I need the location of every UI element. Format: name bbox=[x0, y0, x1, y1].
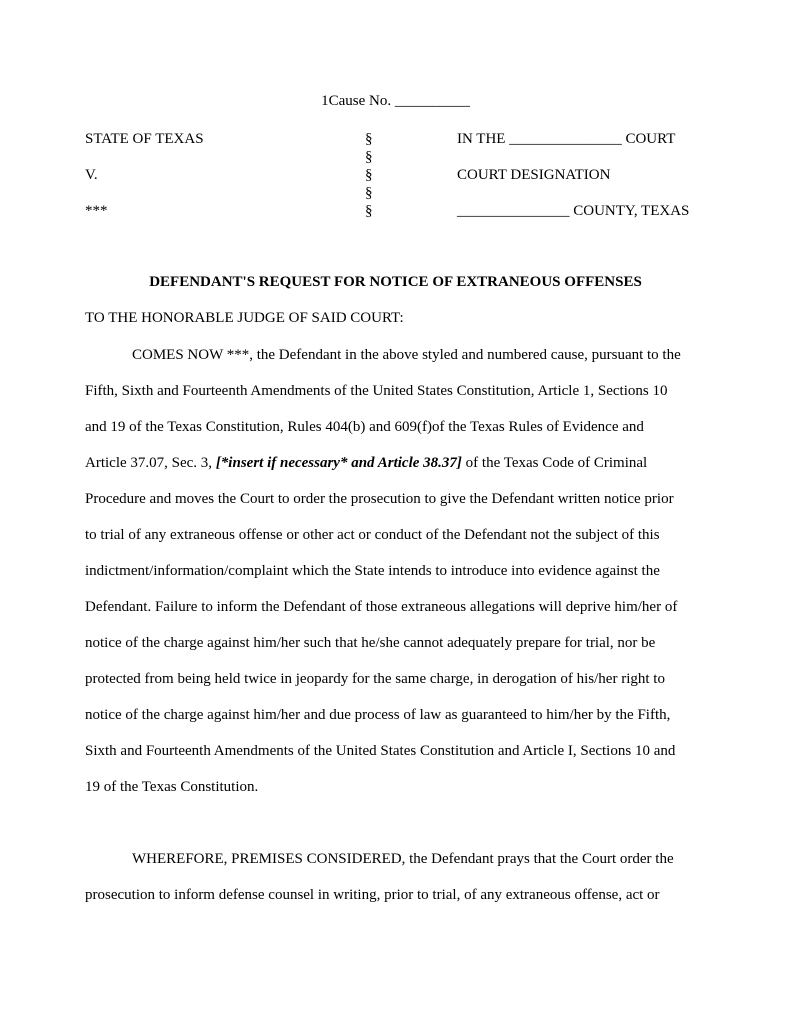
paragraph-line: to trial of any extraneous offense or other act or conduct of the Defendant not the subject of this bbox=[85, 527, 660, 543]
salutation: TO THE HONORABLE JUDGE OF SAID COURT: bbox=[85, 310, 404, 326]
section-symbol: § bbox=[365, 149, 373, 165]
paragraph-line: Defendant. Failure to inform the Defendant of those extraneous allegations will deprive him/her of bbox=[85, 599, 678, 615]
section-symbol: § bbox=[365, 203, 373, 219]
paragraph-line bbox=[85, 445, 710, 481]
caption-county: _______________ COUNTY, TEXAS bbox=[457, 203, 690, 219]
insert-placeholder: [*insert if necessary* and Article 38.37] bbox=[215, 455, 462, 471]
paragraph-line: notice of the charge against him/her such that he/she cannot adequately prepare for trial, nor be bbox=[85, 635, 656, 651]
paragraph-line: prosecution to inform defense counsel in writing, prior to trial, of any extraneous offense, act or bbox=[85, 887, 660, 903]
caption-plaintiff: STATE OF TEXAS bbox=[85, 131, 204, 147]
section-symbol: § bbox=[365, 167, 373, 183]
paragraph-line: notice of the charge against him/her and due process of law as guaranteed to him/her by the Fifth, bbox=[85, 707, 671, 723]
paragraph-line: COMES NOW ***, the Defendant in the above styled and numbered cause, pursuant to the bbox=[132, 347, 681, 363]
caption-defendant: *** bbox=[85, 203, 108, 219]
paragraph-line: 19 of the Texas Constitution. bbox=[85, 779, 259, 795]
section-symbol: § bbox=[365, 131, 373, 147]
paragraph-line: indictment/information/complaint which the State intends to introduce into evidence against the bbox=[85, 563, 660, 579]
motion-paragraph bbox=[85, 337, 710, 805]
line-text: Article 37.07, Sec. 3, bbox=[85, 455, 216, 471]
paragraph-line: Procedure and moves the Court to order the prosecution to give the Defendant written notice prior bbox=[85, 491, 674, 507]
paragraph-line: protected from being held twice in jeopardy for the same charge, in derogation of his/her right to bbox=[85, 671, 665, 687]
cause-number: 1Cause No. __________ bbox=[321, 93, 470, 109]
paragraph-line: Fifth, Sixth and Fourteenth Amendments of the United States Constitution, Article 1, Sections 10 bbox=[85, 383, 668, 399]
caption-court-designation: COURT DESIGNATION bbox=[457, 167, 611, 183]
document-title: DEFENDANT'S REQUEST FOR NOTICE OF EXTRANEOUS OFFENSES bbox=[149, 274, 642, 290]
paragraph-line: Sixth and Fourteenth Amendments of the United States Constitution and Article I, Sections 10 and bbox=[85, 743, 676, 759]
caption-versus: V. bbox=[85, 167, 98, 183]
section-symbol: § bbox=[365, 185, 373, 201]
line-text: of the Texas Code of Criminal bbox=[461, 455, 648, 471]
prayer-paragraph bbox=[85, 841, 710, 913]
paragraph-line: and 19 of the Texas Constitution, Rules 404(b) and 609(f)of the Texas Rules of Evidence and bbox=[85, 419, 644, 435]
caption-court: IN THE _______________ COURT bbox=[457, 131, 676, 147]
paragraph-line: WHEREFORE, PREMISES CONSIDERED, the Defendant prays that the Court order the bbox=[132, 851, 674, 867]
